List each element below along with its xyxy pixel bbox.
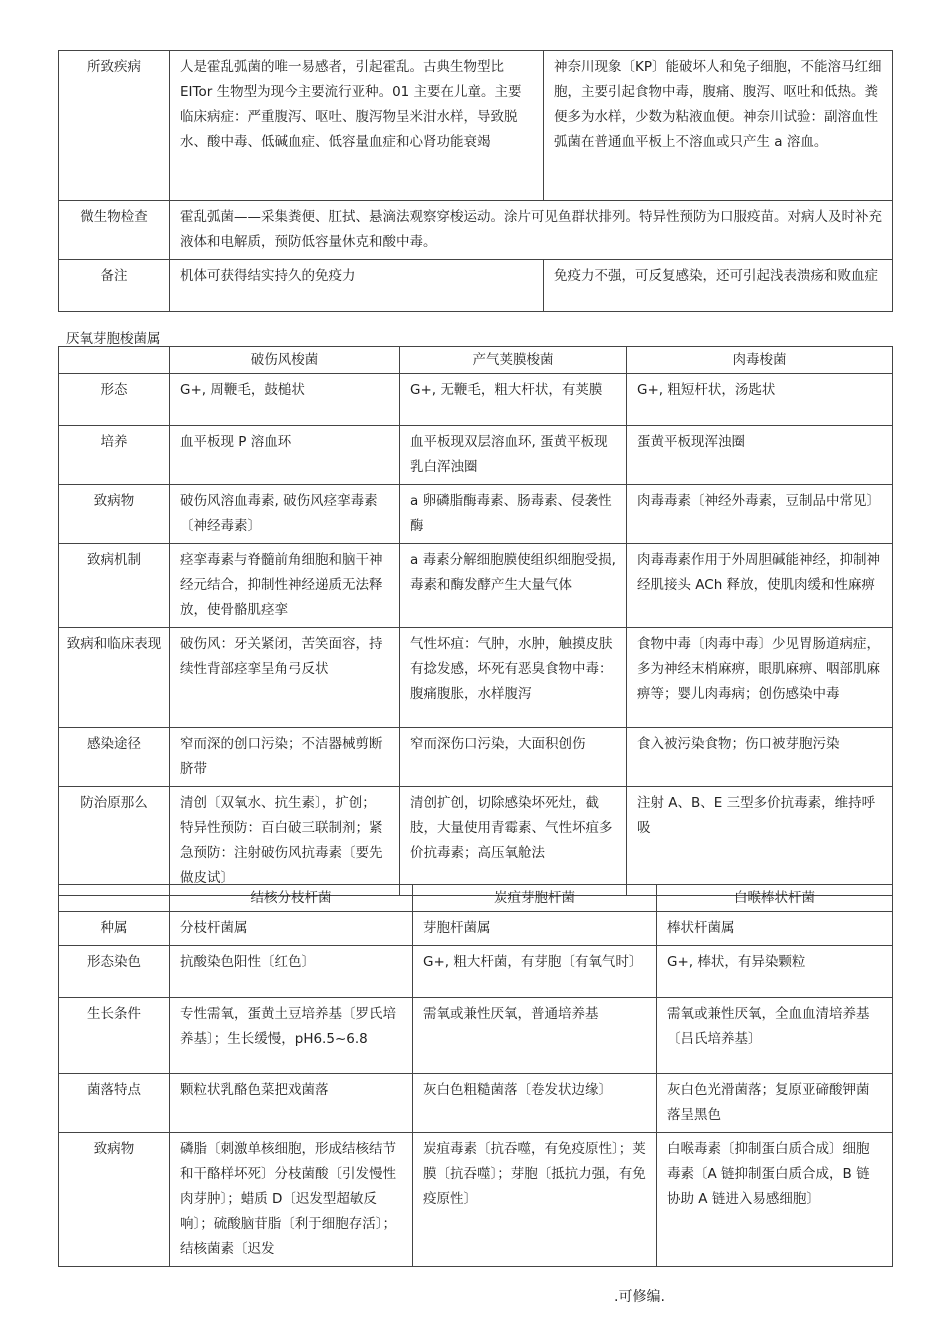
table-cell: 需氧或兼性厌氧，普通培养基 [413,998,657,1074]
row-label: 备注 [59,260,170,312]
table-cell: 棒状杆菌属 [657,912,893,946]
table-cell: 食物中毒〔肉毒中毒〕少见胃肠道病症，多为神经末梢麻痹，眼肌麻痹、咽部肌麻痹等；婴儿肉毒病；创伤感染中毒 [627,628,893,728]
table-row [59,544,893,628]
row-label: 所致疾病 [59,51,170,201]
header-cell: 白喉棒状杆菌 [657,885,893,912]
table-row [59,728,893,787]
vibrio-table [58,50,893,312]
table-row [59,628,893,728]
row-label: 防治原那么 [59,787,170,896]
table-cell: 白喉毒素〔抑制蛋白质合成〕细胞毒素〔A 链抑制蛋白质合成，B 链协助 A 链进入易感细胞〕 [657,1133,893,1267]
header-cell: 结核分枝杆菌 [170,885,413,912]
row-label: 生长条件 [59,998,170,1074]
header-cell: 肉毒梭菌 [627,347,893,374]
table-row [59,51,893,201]
table-row [59,998,893,1074]
table-cell: G+, 粗大杆菌，有芽胞〔有氧气时〕 [413,946,657,998]
header-cell [59,347,170,374]
table-cell: 窄而深伤口污染，大面积创伤 [400,728,627,787]
row-label: 种属 [59,912,170,946]
table-row [59,374,893,426]
table-cell: 注射 A、B、E 三型多价抗毒素，维持呼吸 [627,787,893,896]
bacillus-table [58,884,893,1267]
row-label: 培养 [59,426,170,485]
table-row [59,1133,893,1267]
table-cell: 清创〔双氧水、抗生素〕，扩创；特异性预防：百白破三联制剂；紧急预防：注射破伤风抗毒素〔要先做皮试〕 [170,787,400,896]
table-cell: 灰白色粗糙菌落〔卷发状边缘〕 [413,1074,657,1133]
table-cell: 肉毒毒素〔神经外毒素，豆制品中常见〕 [627,485,893,544]
row-label: 致病机制 [59,544,170,628]
clostridium-table [58,346,893,896]
table-cell: 肉毒毒素作用于外周胆碱能神经，抑制神经肌接头 ACh 释放，使肌肉缓和性麻痹 [627,544,893,628]
table-header-row [59,885,893,912]
table-cell: G+, 棒状，有异染颗粒 [657,946,893,998]
table-row [59,946,893,998]
table-cell: 免疫力不强，可反复感染，还可引起浅表溃疡和败血症 [544,260,893,312]
table-cell: 气性坏疽：气肿，水肿，触摸皮肤有捻发感，坏死有恶臭食物中毒：腹痛腹胀，水样腹泻 [400,628,627,728]
table-row [59,912,893,946]
row-label: 致病和临床表现 [59,628,170,728]
header-cell: 破伤风梭菌 [170,347,400,374]
row-label: 菌落特点 [59,1074,170,1133]
table-cell: 分枝杆菌属 [170,912,413,946]
table-cell: G+, 周鞭毛，鼓槌状 [170,374,400,426]
table-cell: G+, 无鞭毛，粗大杆状，有荚膜 [400,374,627,426]
table-cell: 清创扩创，切除感染坏死灶，截肢，大量使用青霉素、气性坏疽多价抗毒素；高压氧舱法 [400,787,627,896]
table-cell: 颗粒状乳酪色菜把戏菌落 [170,1074,413,1133]
row-label: 形态 [59,374,170,426]
table-header-row [59,347,893,374]
section-title: 厌氧芽胞梭菌属 [66,331,161,347]
table-row [59,787,893,896]
row-label: 致病物 [59,1133,170,1267]
table-cell: 机体可获得结实持久的免疫力 [170,260,544,312]
table-cell: 神奈川现象〔KP〕能破坏人和兔子细胞，不能溶马红细胞，主要引起食物中毒，腹痛、腹泻、呕吐和低热。粪便多为水样，少数为粘液血便。神奈川试验：副溶血性弧菌在普通血平板上不溶血或只产生 a 溶血。 [544,51,893,201]
table-cell: 炭疽毒素〔抗吞噬，有免疫原性〕；荚膜〔抗吞噬〕；芽胞〔抵抗力强，有免疫原性〕 [413,1133,657,1267]
table-cell: 霍乱弧菌——采集粪便、肛拭、悬滴法观察穿梭运动。涂片可见鱼群状排列。特异性预防为口服疫苗。对病人及时补充液体和电解质，预防低容量休克和酸中毒。 [170,201,893,260]
row-label: 形态染色 [59,946,170,998]
footer-note: .可修编. [614,1289,665,1305]
header-cell: 炭疽芽胞杆菌 [413,885,657,912]
row-label: 微生物检查 [59,201,170,260]
table-row [59,426,893,485]
table-cell: a 毒素分解细胞膜使组织细胞受损, 毒素和酶发酵产生大量气体 [400,544,627,628]
table-cell: 芽胞杆菌属 [413,912,657,946]
table-cell: 破伤风溶血毒素, 破伤风痉挛毒素〔神经毒素〕 [170,485,400,544]
table-cell: 需氧或兼性厌氧，全血血清培养基〔吕氏培养基〕 [657,998,893,1074]
table-row [59,485,893,544]
table-cell: 食入被污染食物；伤口被芽胞污染 [627,728,893,787]
header-cell: 产气荚膜梭菌 [400,347,627,374]
table-cell: 破伤风：牙关紧闭，苦笑面容，持续性背部痉挛呈角弓反状 [170,628,400,728]
table-cell: 专性需氧，蛋黄土豆培养基〔罗氏培养基〕；生长缓慢，pH6.5~6.8 [170,998,413,1074]
table-cell: 窄而深的创口污染；不洁器械剪断脐带 [170,728,400,787]
row-label: 感染途径 [59,728,170,787]
table-cell: 人是霍乱弧菌的唯一易感者，引起霍乱。古典生物型比 EITor 生物型为现今主要流行亚种。01 主要在儿童。主要临床病症：严重腹泻、呕吐、腹泻物呈米泔水样，导致脱水、酸中毒、低碱血症、低容量血症和心肾功能衰竭 [170,51,544,201]
table-cell: 灰白色光滑菌落；复原亚碲酸钾菌落呈黑色 [657,1074,893,1133]
table-row [59,1074,893,1133]
table-row [59,260,893,312]
table-cell: 痉挛毒素与脊髓前角细胞和脑干神经元结合，抑制性神经递质无法释放，使骨骼肌痉挛 [170,544,400,628]
header-cell [59,885,170,912]
table-cell: 磷脂〔刺激单核细胞，形成结核结节和干酪样坏死〕分枝菌酸〔引发慢性肉芽肿〕；蜡质 D〔迟发型超敏反响〕；硫酸脑苷脂〔利于细胞存活〕；结核菌素〔迟发 [170,1133,413,1267]
table-cell: a 卵磷脂酶毒素、肠毒素、侵袭性酶 [400,485,627,544]
row-label: 致病物 [59,485,170,544]
table-cell: G+, 粗短杆状，汤匙状 [627,374,893,426]
table-cell: 蛋黄平板现浑浊圈 [627,426,893,485]
table-cell: 血平板现双层溶血环, 蛋黄平板现乳白浑浊圈 [400,426,627,485]
table-cell: 抗酸染色阳性〔红色〕 [170,946,413,998]
table-cell: 血平板现 P 溶血环 [170,426,400,485]
table-row [59,201,893,260]
